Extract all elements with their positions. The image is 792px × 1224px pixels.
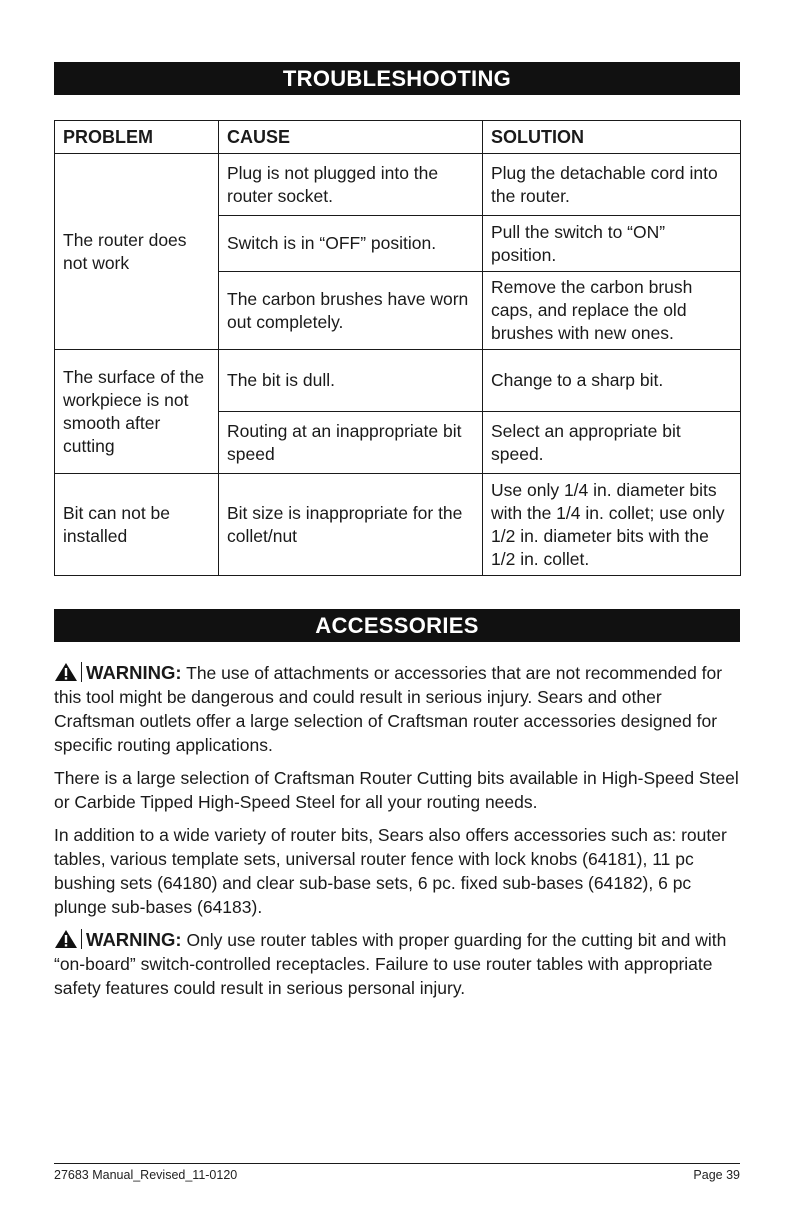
cause-cell: Routing at an inappropriate bit speed <box>219 412 483 474</box>
warning-text: Only use router tables with proper guarding for the cutting bit and with “on-board” switch-controlled receptacles. Failure to use router tables with appropriate safety features could result in serious personal injury. <box>54 930 727 998</box>
problem-cell: The surface of the workpiece is not smooth after cutting <box>55 350 219 474</box>
paragraph: There is a large selection of Craftsman Router Cutting bits available in High-Speed Steel or Carbide Tipped High-Speed Steel for all your routing needs. <box>54 768 739 812</box>
problem-cell: Bit can not be installed <box>55 474 219 576</box>
solution-cell: Select an appropriate bit speed. <box>483 412 741 474</box>
warning-paragraph-1 <box>54 661 744 757</box>
table-row <box>55 350 741 412</box>
header-cause: CAUSE <box>219 121 483 154</box>
footer-page-number: Page 39 <box>693 1168 740 1182</box>
table-header-row <box>55 121 741 154</box>
accessories-section <box>54 661 744 1009</box>
solution-cell: Plug the detachable cord into the router. <box>483 154 741 216</box>
warning-triangle-icon <box>54 662 82 682</box>
page-footer <box>54 1163 740 1182</box>
warning-text: The use of attachments or accessories that are not recommended for this tool might be dangerous and could result in serious injury. Sears and other Craftsman outlets offer a large selection of Craftsman router accessories designed for specific routing applications. <box>54 663 723 755</box>
warning-label: WARNING: <box>86 662 182 683</box>
solution-cell: Pull the switch to “ON” position. <box>483 216 741 272</box>
solution-cell: Remove the carbon brush caps, and replace the old brushes with new ones. <box>483 272 741 350</box>
paragraph: In addition to a wide variety of router bits, Sears also offers accessories such as: router tables, various template sets, universal router fence with lock knobs (64181), 11 pc bushing sets (64180) and clear sub-base sets, 6 pc. fixed sub-bases (64182), 6 pc plunge sub-bases (64183). <box>54 825 727 917</box>
cause-cell: Switch is in “OFF” position. <box>219 216 483 272</box>
cause-cell: Plug is not plugged into the router socket. <box>219 154 483 216</box>
cause-cell: Bit size is inappropriate for the collet/nut <box>219 474 483 576</box>
warning-triangle-icon <box>54 929 82 949</box>
problem-cell: The router does not work <box>55 154 219 350</box>
warning-paragraph-2 <box>54 928 744 1000</box>
accessories-heading: ACCESSORIES <box>54 609 740 642</box>
cause-cell: The bit is dull. <box>219 350 483 412</box>
table-row <box>55 154 741 216</box>
solution-cell: Change to a sharp bit. <box>483 350 741 412</box>
cause-cell: The carbon brushes have worn out completely. <box>219 272 483 350</box>
header-solution: SOLUTION <box>483 121 741 154</box>
footer-document-id: 27683 Manual_Revised_11-0120 <box>54 1168 238 1182</box>
troubleshooting-heading: TROUBLESHOOTING <box>54 62 740 95</box>
solution-cell: Use only 1/4 in. diameter bits with the 1/4 in. collet; use only 1/2 in. diameter bits with the 1/2 in. collet. <box>483 474 741 576</box>
table-row <box>55 474 741 576</box>
warning-label: WARNING: <box>86 929 182 950</box>
header-problem: PROBLEM <box>55 121 219 154</box>
troubleshooting-table <box>54 120 741 576</box>
